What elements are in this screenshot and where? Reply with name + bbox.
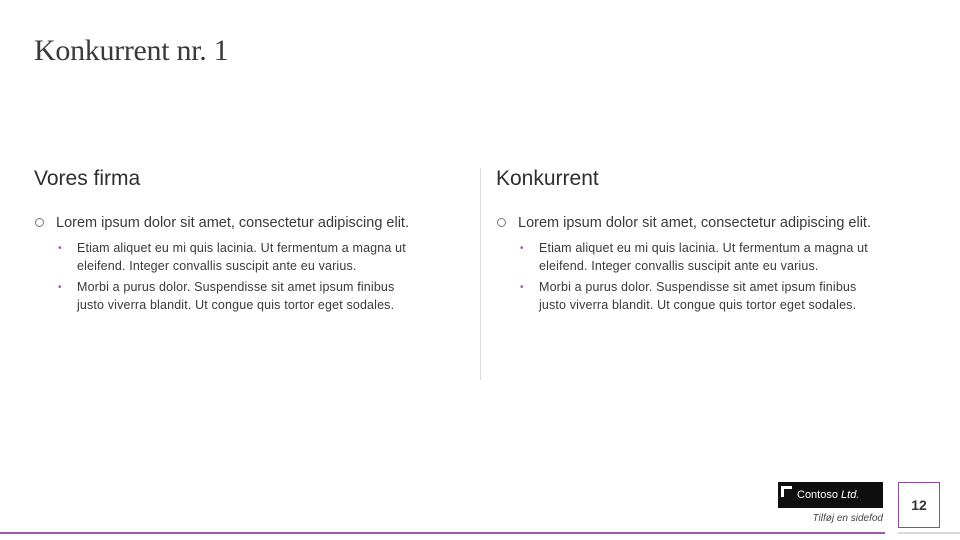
page-number: 12 — [898, 482, 940, 528]
sub-bullet-text: Etiam aliquet eu mi quis lacinia. Ut fermentum a magna ut eleifend. Integer convallis suscipit ante eu varius. — [539, 241, 868, 273]
dot-bullet-icon: • — [520, 282, 524, 293]
column-divider — [480, 168, 481, 380]
sub-bullet-item — [496, 240, 876, 275]
bullet-text: Lorem ipsum dolor sit amet, consectetur adipiscing elit. — [56, 215, 409, 231]
dot-bullet-icon: • — [58, 282, 62, 293]
bullet-text: Lorem ipsum dolor sit amet, consectetur adipiscing elit. — [518, 215, 871, 231]
circle-bullet-icon — [497, 218, 506, 227]
page-number-underline — [898, 532, 960, 534]
dot-bullet-icon: • — [58, 243, 62, 254]
column-competitor — [496, 166, 876, 318]
logo-suffix: Ltd. — [837, 489, 860, 501]
sub-bullet-item — [34, 279, 414, 314]
sub-bullet-item — [34, 240, 414, 275]
logo-text — [797, 482, 859, 508]
footer-text: Tilføj en sidefod — [812, 513, 883, 524]
sub-bullet-list — [496, 240, 876, 314]
logo-name: Contoso — [797, 489, 838, 501]
sub-bullet-list — [34, 240, 414, 314]
column-our-company — [34, 166, 414, 318]
sub-bullet-item — [496, 279, 876, 314]
footer-accent-line — [0, 532, 885, 534]
column-heading: Vores firma — [34, 167, 141, 190]
company-logo — [778, 482, 883, 508]
dot-bullet-icon: • — [520, 243, 524, 254]
circle-bullet-icon — [35, 218, 44, 227]
slide-title: Konkurrent nr. 1 — [34, 34, 229, 67]
sub-bullet-text: Morbi a purus dolor. Suspendisse sit amet ipsum finibus justo viverra blandit. Ut congue quis tortor eget sodales. — [77, 280, 395, 312]
sub-bullet-text: Morbi a purus dolor. Suspendisse sit amet ipsum finibus justo viverra blandit. Ut congue quis tortor eget sodales. — [539, 280, 857, 312]
sub-bullet-text: Etiam aliquet eu mi quis lacinia. Ut fermentum a magna ut eleifend. Integer convallis suscipit ante eu varius. — [77, 241, 406, 273]
bullet-item — [34, 214, 414, 232]
bullet-item — [496, 214, 876, 232]
column-heading: Konkurrent — [496, 167, 599, 190]
logo-corner-icon — [781, 486, 792, 497]
